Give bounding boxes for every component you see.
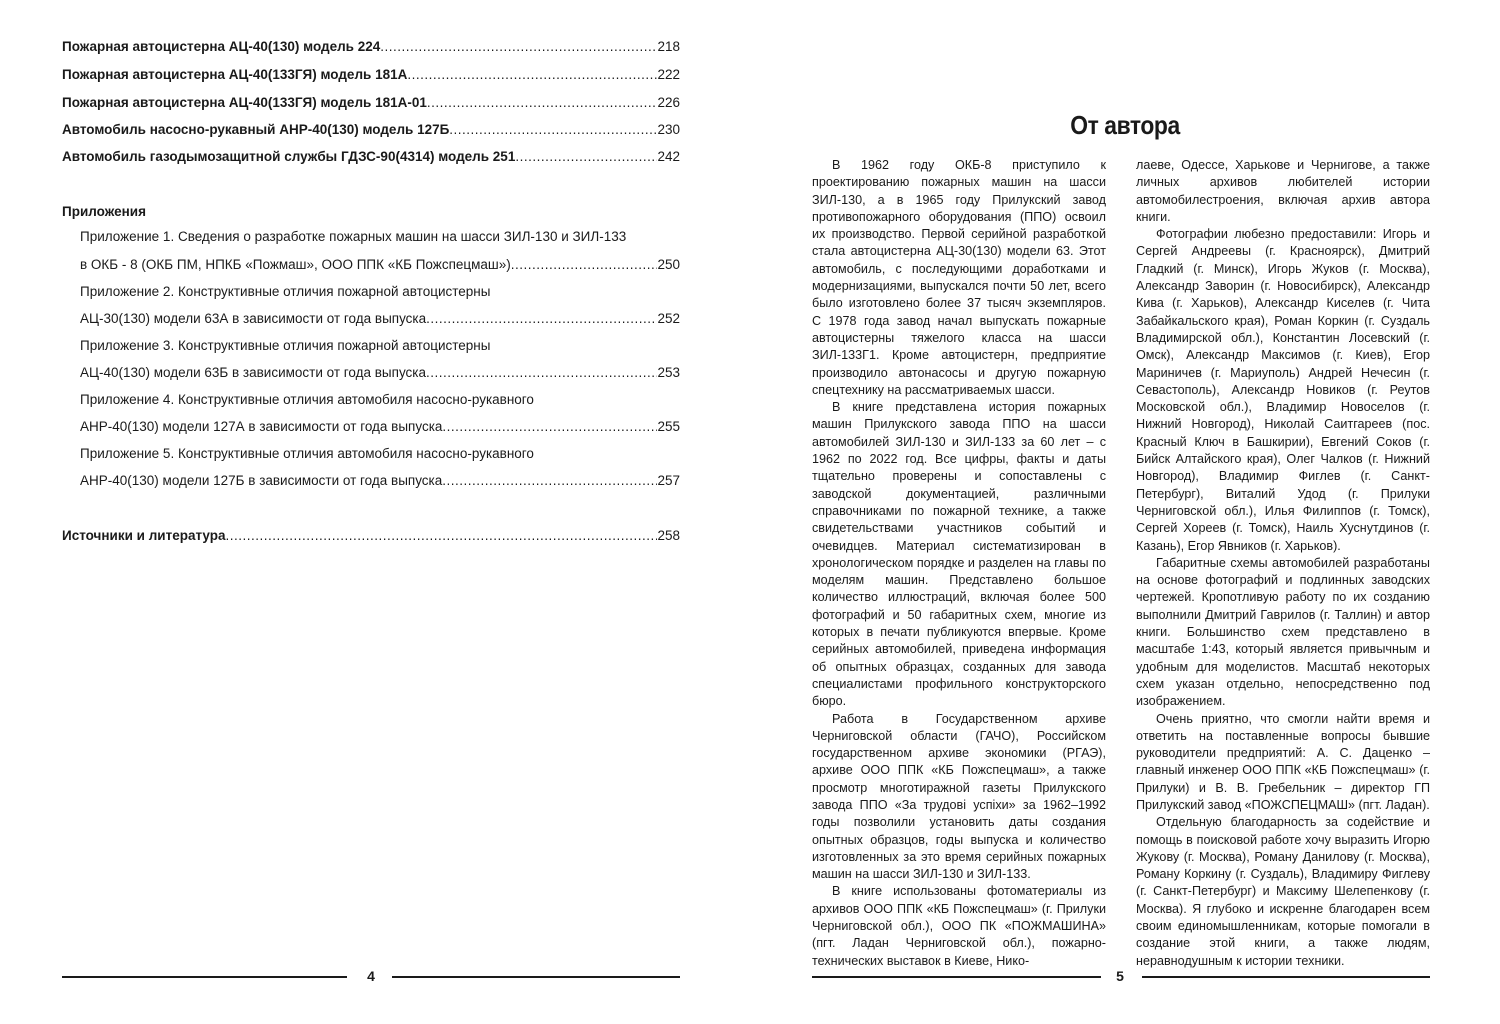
appendix-page: 255: [657, 419, 680, 434]
toc-entry[interactable]: [62, 149, 680, 164]
toc-entry-title: Пожарная автоцистерна АЦ-40(130) модель 224: [62, 39, 381, 54]
page-number: 4: [367, 968, 375, 984]
toc-leader-dots: [442, 473, 657, 488]
toc-entry-title: Автомобиль насосно-рукавный АНР-40(130) модель 127Б: [62, 122, 450, 137]
appendices-heading: Приложения: [62, 204, 146, 219]
toc-leader-dots: [511, 257, 658, 272]
appendix-entry[interactable]: [80, 419, 680, 434]
appendix-title-line[interactable]: Приложение 4. Конструктивные отличия автомобиля насосно-рукавного: [80, 392, 534, 407]
page-number: 5: [1116, 968, 1124, 984]
appendix-page: 250: [657, 257, 680, 272]
paragraph-continued: лаеве, Одессе, Харькове и Чернигове, а также личных архивов любителей истории автомобилестроения, включая архив автора книги.: [1136, 158, 1430, 224]
footer-rule: [62, 976, 347, 978]
footer-rule: [392, 976, 680, 978]
toc-entry-page: 242: [657, 149, 680, 164]
appendix-page: 253: [657, 365, 680, 380]
toc-entry-title: Источники и литература: [62, 528, 226, 543]
toc-leader-dots: [407, 67, 657, 82]
toc-entry-page: 222: [657, 67, 680, 82]
toc-entry-page: 218: [657, 39, 680, 54]
footer-rule: [1142, 976, 1430, 978]
toc-entry[interactable]: [62, 122, 680, 137]
paragraph: Фотографии любезно предоставили: Игорь и Сергей Андреевы (г. Красноярск), Дмитрий Гладкий (г. Минск), Игорь Жуков (г. Москва), Александр Заворин (г. Новосибирск), Александр Кива (г. Харьков), Александр Киселев (г. Чита Забайкальского края), Роман Коркин (г. Суздаль Владимирской обл.), Константин Лосевский (г. Омск), Александр Максимов (г. Киев), Егор Мариничев (г. Мариуполь) Андрей Нечесин (г. Севастополь), Александр Новиков (г. Реутов Московской обл.), Владимир Новоселов (г. Нижний Новгород), Николай Саитгареев (пос. Красный Ключ в Башкирии), Евгений Соков (г. Бийск Алтайского края), Олег Чалков (г. Нижний Новгород), Владимир Фиглев (г. Санкт-Петербург), Виталий Удод (г. Прилуки Черниговской обл.), Илья Филиппов (г. Томск), Сергей Хореев (г. Томск), Наиль Хуснутдинов (г. Казань), Егор Явников (г. Харьков).: [1136, 227, 1430, 553]
appendix-page: 257: [657, 473, 680, 488]
toc-leader-dots: [225, 528, 657, 543]
right-page: [750, 0, 1500, 1024]
toc-entry[interactable]: [62, 39, 680, 54]
toc-entry-page: 230: [657, 122, 680, 137]
toc-entry-page: 226: [657, 95, 680, 110]
toc-entry[interactable]: [62, 67, 680, 82]
paragraph: В 1962 году ОКБ-8 приступило к проектированию пожарных машин на шасси ЗИЛ-130, а в 1965 году Прилукский завод противопожарного оборудования (ППО) освоил их производство. Первой серийной разработкой стала автоцистерна АЦ-30(130) модели 63. Этот автомобиль, с последующими доработками и модернизациями, выпускался почти 50 лет, всего было изготовлено более 37 тысяч экземпляров. С 1978 года завод начал выпускать пожарные автоцистерны тяжелого класса на шасси ЗИЛ-133Г1. Кроме автоцистерн, предприятие производило автонасосы и другую пожарную спецтехнику на рассматриваемых шасси.: [812, 158, 1106, 397]
appendix-title-line: АНР-40(130) модели 127Б в зависимости от года выпуска: [80, 473, 443, 488]
appendix-entry[interactable]: [80, 365, 680, 380]
appendix-page: 252: [657, 311, 680, 326]
appendix-entry[interactable]: [80, 257, 680, 272]
appendix-title-line: АНР-40(130) модели 127А в зависимости от года выпуска: [80, 419, 443, 434]
toc-leader-dots: [426, 311, 657, 326]
paragraph: Очень приятно, что смогли найти время и ответить на поставленные вопросы бывшие руководители предприятий: А. С. Даценко – главный инженер ООО ППК «КБ Пожспецмаш» (г. Прилуки) и В. В. Гребельник – директор ГП Прилукский завод «ПОЖСПЕЦМАШ» (пгт. Ладан).: [1136, 711, 1430, 812]
paragraph: В книге использованы фотоматериалы из архивов ООО ППК «КБ Пожспецмаш» (г. Прилуки Черниговской обл.), ООО ПК «ПОЖМАШИНА» (пгт. Ладан Черниговской обл.), пожарно-технических выставок в Киеве, Нико-: [812, 884, 1106, 968]
toc-leader-dots: [380, 39, 657, 54]
toc-leader-dots: [442, 419, 657, 434]
text-column-left: [812, 157, 1106, 970]
paragraph: В книге представлена история пожарных машин Прилукского завода ППО на шасси автомобилей ЗИЛ-130 и ЗИЛ-133 за 60 лет – с 1962 по 2022 год. Все цифры, факты и даты тщательно проверены и сопоставлены с заводской документацией, различными справочниками по пожарной технике, а также свидетельствами участников событий и очевидцев. Материал систематизирован в хронологическом порядке и разделен на главы по моделям машин. Представлено большое количество иллюстраций, включая более 500 фотографий и 50 габаритных схем, многие из которых в печати публикуются впервые. Кроме серийных автомобилей, приведена информация об опытных образцах, созданных для завода специалистами профильного конструкторского бюро.: [812, 400, 1106, 709]
appendix-title-line[interactable]: Приложение 1. Сведения о разработке пожарных машин на шасси ЗИЛ-130 и ЗИЛ-133: [80, 229, 627, 244]
toc-entry[interactable]: [62, 95, 680, 110]
toc-entry-title: Пожарная автоцистерна АЦ-40(133ГЯ) модель 181А-01: [62, 95, 427, 110]
text-column-right: [1136, 157, 1430, 970]
toc-leader-dots: [426, 365, 657, 380]
toc-leader-dots: [449, 122, 657, 137]
appendix-title-line[interactable]: Приложение 3. Конструктивные отличия пожарной автоцистерны: [80, 338, 491, 353]
paragraph: Работа в Государственном архиве Черниговской области (ГАЧО), Российском государственном архиве экономики (РГАЭ), архиве ООО ППК «КБ Пожспецмаш», а также просмотр многотиражной газеты Прилукского завода ППО «За трудові успіхи» за 1962–1992 годы позволили установить даты создания опытных образцов, годы выпуска и количество изготовленных за это время серийных пожарных машин на шасси ЗИЛ-130 и ЗИЛ-133.: [812, 711, 1106, 882]
toc-entry-sources[interactable]: [62, 528, 680, 543]
toc-entry-title: Автомобиль газодымозащитной службы ГДЗС-90(4314) модель 251: [62, 149, 516, 164]
appendix-title-line: АЦ-30(130) модели 63А в зависимости от года выпуска: [80, 311, 427, 326]
appendix-title-line: АЦ-40(130) модели 63Б в зависимости от года выпуска: [80, 365, 426, 380]
section-title: От автора: [1070, 110, 1180, 140]
paragraph: Отдельную благодарность за содействие и помощь в поисковой работе хочу выразить Игорю Жукову (г. Москва), Роману Данилову (г. Москва), Роману Коркину (г. Суздаль), Владимиру Фиглеву (г. Санкт-Петербург) и Максиму Шелепенкову (г. Москва). Я глубоко и искренне благодарен всем своим единомышленникам, которые помогали в создание этой книги, а также людям, неравнодушным к истории техники.: [1136, 815, 1430, 968]
appendix-title-line[interactable]: Приложение 2. Конструктивные отличия пожарной автоцистерны: [80, 284, 491, 299]
footer-rule: [812, 976, 1101, 978]
appendix-title-line[interactable]: Приложение 5. Конструктивные отличия автомобиля насосно-рукавного: [80, 446, 534, 461]
appendix-entry[interactable]: [80, 311, 680, 326]
toc-leader-dots: [515, 149, 657, 164]
appendix-entry[interactable]: [80, 473, 680, 488]
toc-entry-page: 258: [657, 528, 680, 543]
appendix-title-line: в ОКБ - 8 (ОКБ ПМ, НПКБ «Пожмаш», ООО ППК «КБ Пожспецмаш»): [80, 257, 511, 272]
toc-entry-title: Пожарная автоцистерна АЦ-40(133ГЯ) модель 181А: [62, 67, 408, 82]
paragraph: Габаритные схемы автомобилей разработаны на основе фотографий и подлинных заводских чертежей. Кропотливую работу по их созданию выполнили Дмитрий Гаврилов (г. Таллин) и автор книги. Большинство схем представлено в масштабе 1:43, который является привычным и удобным для моделистов. Масштаб некоторых схем указан отдельно, непосредственно под изображением.: [1136, 555, 1430, 709]
toc-leader-dots: [427, 95, 658, 110]
